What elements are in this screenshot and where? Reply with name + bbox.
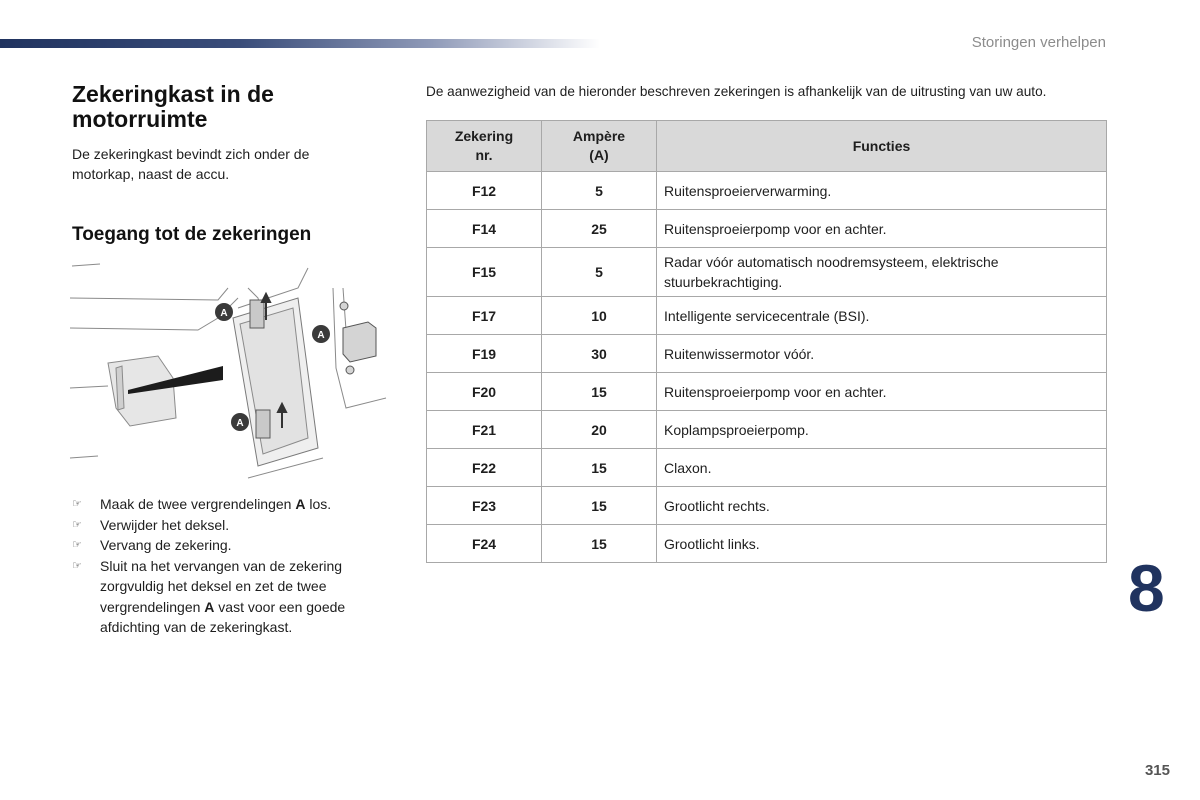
ampere-cell: 15 [542,525,657,563]
fuse-nr-cell: F23 [427,487,542,525]
ampere-cell: 20 [542,411,657,449]
header-fuse-nr: Zekering nr. [427,121,542,172]
function-cell: Ruitensproeierpomp voor en achter. [657,210,1107,248]
function-cell: Radar vóór automatisch noodremsysteem, elektrische stuurbekrachtiging. [657,248,1107,297]
fuse-nr-cell: F14 [427,210,542,248]
function-cell: Ruitenwissermotor vóór. [657,335,1107,373]
fuse-nr-cell: F20 [427,373,542,411]
ampere-cell: 5 [542,248,657,297]
table-row [427,487,1107,525]
page-number: 315 [1144,762,1170,779]
subsection-title: Toegang tot de zekeringen [72,224,312,245]
fuse-nr-cell: F15 [427,248,542,297]
table-row [427,525,1107,563]
table-row [427,411,1107,449]
function-cell: Intelligente servicecentrale (BSI). [657,297,1107,335]
ampere-cell: 30 [542,335,657,373]
fuse-nr-cell: F12 [427,172,542,210]
table-row [427,210,1107,248]
fuse-nr-cell: F24 [427,525,542,563]
hand-pointer-icon: ☞ [72,498,82,510]
fuse-nr-cell: F22 [427,449,542,487]
hand-pointer-icon: ☞ [72,539,82,551]
fuse-nr-cell: F17 [427,297,542,335]
svg-text:A: A [236,418,244,429]
function-cell: Ruitensproeierverwarming. [657,172,1107,210]
function-cell: Grootlicht rechts. [657,487,1107,525]
table-row [427,297,1107,335]
fuse-table [426,120,1107,563]
table-header-row [427,121,1107,172]
step-item: ☞ Maak de twee vergrendelingen A los. [72,494,392,515]
table-row [427,373,1107,411]
intro-text: De zekeringkast bevindt zich onder de motorkap, naast de accu. [72,146,310,182]
function-cell: Grootlicht links. [657,525,1107,563]
hand-pointer-icon: ☞ [72,518,82,531]
fuse-nr-cell: F21 [427,411,542,449]
fusebox-illustration [68,258,388,490]
function-cell: Claxon. [657,449,1107,487]
step-list [72,494,392,638]
page-title: Zekeringkast in de motorruimte [72,81,274,132]
availability-note: De aanwezigheid van de hieronder beschreven zekeringen is afhankelijk van de uitrusting van uw auto. [426,84,1047,99]
header-gradient-bar [0,39,600,48]
ampere-cell: 25 [542,210,657,248]
header-functions: Functies [657,121,1107,172]
ampere-cell: 15 [542,449,657,487]
ampere-cell: 10 [542,297,657,335]
fuse-nr-cell: F19 [427,335,542,373]
section-title: Storingen verhelpen [971,34,1106,51]
table-row [427,248,1107,297]
table-row [427,172,1107,210]
step-item: ☞ Vervang de zekering. [72,535,392,556]
svg-text:A: A [220,308,228,319]
chapter-number: 8 [1128,551,1165,625]
step-item: ☞ Sluit na het vervangen van de zekering zorgvuldig het deksel en zet de twee vergrendelingen A vast voor een goede afdichting van de zekeringkast. [72,557,346,635]
svg-text:A: A [317,330,325,341]
function-cell: Koplampsproeierpomp. [657,411,1107,449]
ampere-cell: 15 [542,373,657,411]
ampere-cell: 5 [542,172,657,210]
function-cell: Ruitensproeierpomp voor en achter. [657,373,1107,411]
hand-pointer-icon: ☞ [72,559,82,572]
table-row [427,335,1107,373]
step-item: ☞ Verwijder het deksel. [72,515,392,536]
header-ampere: Ampère (A) [542,121,657,172]
ampere-cell: 15 [542,487,657,525]
table-row [427,449,1107,487]
